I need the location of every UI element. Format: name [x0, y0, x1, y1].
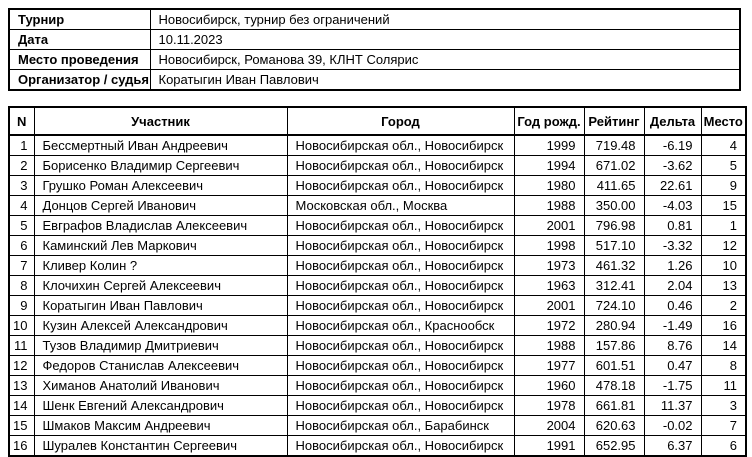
delta: 1.26 — [644, 256, 701, 276]
delta: -1.75 — [644, 376, 701, 396]
birth-year: 1988 — [514, 336, 584, 356]
delta: -3.32 — [644, 236, 701, 256]
place: 3 — [701, 396, 746, 416]
city: Новосибирская обл., Новосибирск — [287, 135, 514, 156]
info-label: Место проведения — [9, 50, 150, 70]
table-row — [9, 176, 746, 196]
birth-year: 1980 — [514, 176, 584, 196]
birth-year: 1999 — [514, 135, 584, 156]
info-value: 10.11.2023 — [150, 30, 740, 50]
delta: -4.03 — [644, 196, 701, 216]
table-row — [9, 416, 746, 436]
table-row — [9, 135, 746, 156]
place: 2 — [701, 296, 746, 316]
city: Новосибирская обл., Новосибирск — [287, 376, 514, 396]
table-row — [9, 396, 746, 416]
table-row — [9, 376, 746, 396]
delta: -6.19 — [644, 135, 701, 156]
info-value: Новосибирск, турнир без ограничений — [150, 9, 740, 30]
tournament-info-table — [8, 8, 741, 91]
participant-name: Кузин Алексей Александрович — [34, 316, 287, 336]
participant-name: Донцов Сергей Иванович — [34, 196, 287, 216]
delta: 0.81 — [644, 216, 701, 236]
delta: 2.04 — [644, 276, 701, 296]
row-number: 15 — [9, 416, 34, 436]
city: Новосибирская обл., Новосибирск — [287, 356, 514, 376]
row-number: 3 — [9, 176, 34, 196]
city: Новосибирская обл., Новосибирск — [287, 176, 514, 196]
column-header-participant-name: Участник — [34, 107, 287, 135]
participant-name: Грушко Роман Алексеевич — [34, 176, 287, 196]
column-header-rating: Рейтинг — [584, 107, 644, 135]
delta: 0.47 — [644, 356, 701, 376]
birth-year: 1994 — [514, 156, 584, 176]
table-row — [9, 156, 746, 176]
city: Новосибирская обл., Новосибирск — [287, 396, 514, 416]
row-number: 11 — [9, 336, 34, 356]
place: 7 — [701, 416, 746, 436]
participant-name: Федоров Станислав Алексеевич — [34, 356, 287, 376]
info-row — [9, 30, 740, 50]
rating: 671.02 — [584, 156, 644, 176]
participant-name: Шенк Евгений Александрович — [34, 396, 287, 416]
rating: 601.51 — [584, 356, 644, 376]
row-number: 7 — [9, 256, 34, 276]
row-number: 10 — [9, 316, 34, 336]
place: 15 — [701, 196, 746, 216]
participant-name: Тузов Владимир Дмитриевич — [34, 336, 287, 356]
column-header-place: Место — [701, 107, 746, 135]
rating: 652.95 — [584, 436, 644, 457]
city: Новосибирская обл., Новосибирск — [287, 156, 514, 176]
info-label: Организатор / судья — [9, 70, 150, 91]
birth-year: 1960 — [514, 376, 584, 396]
place: 13 — [701, 276, 746, 296]
results-table-body — [9, 135, 746, 456]
city: Новосибирская обл., Новосибирск — [287, 296, 514, 316]
birth-year: 1972 — [514, 316, 584, 336]
city: Новосибирская обл., Барабинск — [287, 416, 514, 436]
city: Новосибирская обл., Новосибирск — [287, 216, 514, 236]
column-header-row-number: N — [9, 107, 34, 135]
participant-name: Евграфов Владислав Алексеевич — [34, 216, 287, 236]
row-number: 9 — [9, 296, 34, 316]
header-row — [9, 107, 746, 135]
table-row — [9, 336, 746, 356]
city: Новосибирская обл., Новосибирск — [287, 276, 514, 296]
delta: 6.37 — [644, 436, 701, 457]
birth-year: 2004 — [514, 416, 584, 436]
info-label: Дата — [9, 30, 150, 50]
row-number: 5 — [9, 216, 34, 236]
results-table-head — [9, 107, 746, 135]
rating: 461.32 — [584, 256, 644, 276]
row-number: 13 — [9, 376, 34, 396]
info-label: Турнир — [9, 9, 150, 30]
rating: 719.48 — [584, 135, 644, 156]
place: 16 — [701, 316, 746, 336]
place: 6 — [701, 436, 746, 457]
city: Новосибирская обл., Новосибирск — [287, 236, 514, 256]
table-row — [9, 276, 746, 296]
participant-name: Шуралев Константин Сергеевич — [34, 436, 287, 457]
birth-year: 2001 — [514, 296, 584, 316]
tournament-info-body — [9, 9, 740, 90]
rating: 411.65 — [584, 176, 644, 196]
delta: -0.02 — [644, 416, 701, 436]
birth-year: 1988 — [514, 196, 584, 216]
table-row — [9, 236, 746, 256]
table-row — [9, 216, 746, 236]
participant-name: Шмаков Максим Андреевич — [34, 416, 287, 436]
city: Новосибирская обл., Новосибирск — [287, 436, 514, 457]
birth-year: 2001 — [514, 216, 584, 236]
delta: 22.61 — [644, 176, 701, 196]
rating: 312.41 — [584, 276, 644, 296]
info-value: Коратыгин Иван Павлович — [150, 70, 740, 91]
delta: 11.37 — [644, 396, 701, 416]
rating: 157.86 — [584, 336, 644, 356]
rating: 350.00 — [584, 196, 644, 216]
rating: 796.98 — [584, 216, 644, 236]
birth-year: 1991 — [514, 436, 584, 457]
city: Новосибирская обл., Новосибирск — [287, 336, 514, 356]
participant-name: Борисенко Владимир Сергеевич — [34, 156, 287, 176]
info-row — [9, 9, 740, 30]
row-number: 4 — [9, 196, 34, 216]
place: 12 — [701, 236, 746, 256]
participant-name: Кливер Колин ? — [34, 256, 287, 276]
table-row — [9, 196, 746, 216]
table-row — [9, 316, 746, 336]
city: Московская обл., Москва — [287, 196, 514, 216]
city: Новосибирская обл., Новосибирск — [287, 256, 514, 276]
rating: 661.81 — [584, 396, 644, 416]
column-header-birth-year: Год рожд. — [514, 107, 584, 135]
place: 1 — [701, 216, 746, 236]
row-number: 2 — [9, 156, 34, 176]
rating: 478.18 — [584, 376, 644, 396]
participant-name: Клочихин Сергей Алексеевич — [34, 276, 287, 296]
delta: 0.46 — [644, 296, 701, 316]
info-row — [9, 70, 740, 91]
birth-year: 1977 — [514, 356, 584, 376]
rating: 280.94 — [584, 316, 644, 336]
delta: 8.76 — [644, 336, 701, 356]
row-number: 1 — [9, 135, 34, 156]
delta: -1.49 — [644, 316, 701, 336]
place: 9 — [701, 176, 746, 196]
rating: 724.10 — [584, 296, 644, 316]
participant-name: Каминский Лев Маркович — [34, 236, 287, 256]
column-header-delta: Дельта — [644, 107, 701, 135]
place: 4 — [701, 135, 746, 156]
info-row — [9, 50, 740, 70]
rating: 620.63 — [584, 416, 644, 436]
table-row — [9, 356, 746, 376]
row-number: 16 — [9, 436, 34, 457]
birth-year: 1998 — [514, 236, 584, 256]
place: 11 — [701, 376, 746, 396]
column-header-city: Город — [287, 107, 514, 135]
row-number: 6 — [9, 236, 34, 256]
place: 5 — [701, 156, 746, 176]
place: 10 — [701, 256, 746, 276]
info-value: Новосибирск, Романова 39, КЛНТ Солярис — [150, 50, 740, 70]
delta: -3.62 — [644, 156, 701, 176]
row-number: 8 — [9, 276, 34, 296]
birth-year: 1973 — [514, 256, 584, 276]
rating: 517.10 — [584, 236, 644, 256]
participant-name: Коратыгин Иван Павлович — [34, 296, 287, 316]
table-row — [9, 296, 746, 316]
row-number: 12 — [9, 356, 34, 376]
table-row — [9, 256, 746, 276]
table-row — [9, 436, 746, 457]
participant-name: Химанов Анатолий Иванович — [34, 376, 287, 396]
city: Новосибирская обл., Краснообск — [287, 316, 514, 336]
participant-name: Бессмертный Иван Андреевич — [34, 135, 287, 156]
birth-year: 1963 — [514, 276, 584, 296]
place: 14 — [701, 336, 746, 356]
place: 8 — [701, 356, 746, 376]
results-table — [8, 106, 747, 457]
row-number: 14 — [9, 396, 34, 416]
birth-year: 1978 — [514, 396, 584, 416]
